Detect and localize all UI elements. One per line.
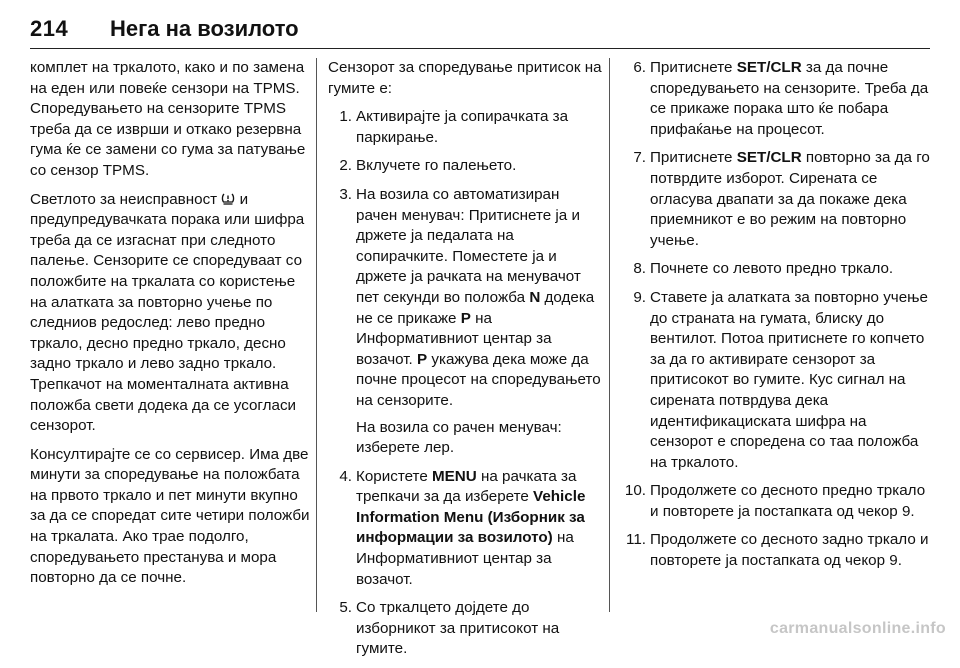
step-7: 7. Притиснете SET/CLR повторно за да го потврдите изборот. Сирената се огласува двапати за да покаже дека приемникот е во режим на повторно учење. xyxy=(633,149,930,249)
step-8: 8. Почнете со левото предно тркало. xyxy=(633,260,894,278)
tire-pressure-warning-icon xyxy=(221,192,235,206)
steps-intro: Сензорот за споредување притисок на гумите е: xyxy=(328,59,602,97)
step-1: 1. Активирајте ја сопирачката за паркирање. xyxy=(339,108,569,146)
step-10: 10. Продолжете со десното предно тркало и повторете ја постапката од чекор 9. xyxy=(624,482,926,520)
step-5: 5. Со тркалцето дојдете до изборникот за притисокот на гумите. xyxy=(339,599,560,658)
paragraph-2: Светлото за неисправност и предупредувачката порака или шифра треба да се изгаснат при следното палење. Сензорите се споредуваат со положбите на тркалата со користење на алатката за повторно учење по следниов редослед: лево предно тркало, десно предно тркало, десно задно тркало и лево задно тркало. Трепкачот на моменталната активна положба свети додека да се усогласи сензорот. xyxy=(30,190,305,435)
header-rule xyxy=(30,48,930,49)
watermark: carmanualsonline.info xyxy=(769,620,946,637)
step-4: 4. Користете MENU на рачката за трепкачи за да изберете Vehicle Information Menu (Изборник за информации за возилото) на Информативниот центар за возачот. xyxy=(339,467,586,588)
column-divider-1 xyxy=(316,58,317,612)
column-1 xyxy=(30,58,312,597)
step-3-manual-note: На возила со рачен менувач: изберете лер. xyxy=(356,418,562,457)
step-3: 3. На возила со автоматизиран рачен менувач: Притиснете ја и држете ја педалата на сопирачките. Поместете ја и држете ја рачката на менувачот пет секунди во положба N додека не се прикаже P на Информативниот центар за возачот. P укажува дека може да почне процесот на споредувањето на сензорите. На возила со рачен менувач: изберете лер. xyxy=(328,185,604,459)
column-2 xyxy=(328,58,604,668)
column-3 xyxy=(618,58,930,580)
column-divider-2 xyxy=(609,58,610,612)
page-header xyxy=(30,10,930,50)
step-9: 9. Ставете ја алатката за повторно учење до страната на гумата, блиску до вентилот. Потоа притиснете го копчето за да го активирате сензорот за притисокот во гумите. Кус сигнал на сирената потврдува дека идентификациската шифра на сензорот е споредена со таа положба на тркалото. xyxy=(633,288,928,471)
step-2: 2. Вклучете го палењето. xyxy=(339,157,517,175)
step-6: 6. Притиснете SET/CLR за да почне споредувањето на сензорите. Треба да се прикаже порака што ќе побара прифаќање на процесот. xyxy=(633,59,929,138)
step-11: 11. Продолжете со десното задно тркало и повторете ја постапката од чекор 9. xyxy=(626,531,929,570)
page-number: 214 xyxy=(30,16,69,41)
section-title: Нега на возилото xyxy=(110,16,299,41)
paragraph-3: Консултирајте се со сервисер. Има две минути за споредување на положбата на првото тркало и пет минути вкупно за да се споредат сите четири положби на тркалата. Ако трае подолго, споредувањето престанува и мора повторно да се почне. xyxy=(30,445,310,587)
paragraph-1: комплет на тркалото, како и по замена на еден или повеќе сензори на TPMS. Споредувањето на сензорите TPMS треба да се изврши и откако резервна гума ќе се замени со гума за патување со сензор TPMS. xyxy=(30,59,306,179)
